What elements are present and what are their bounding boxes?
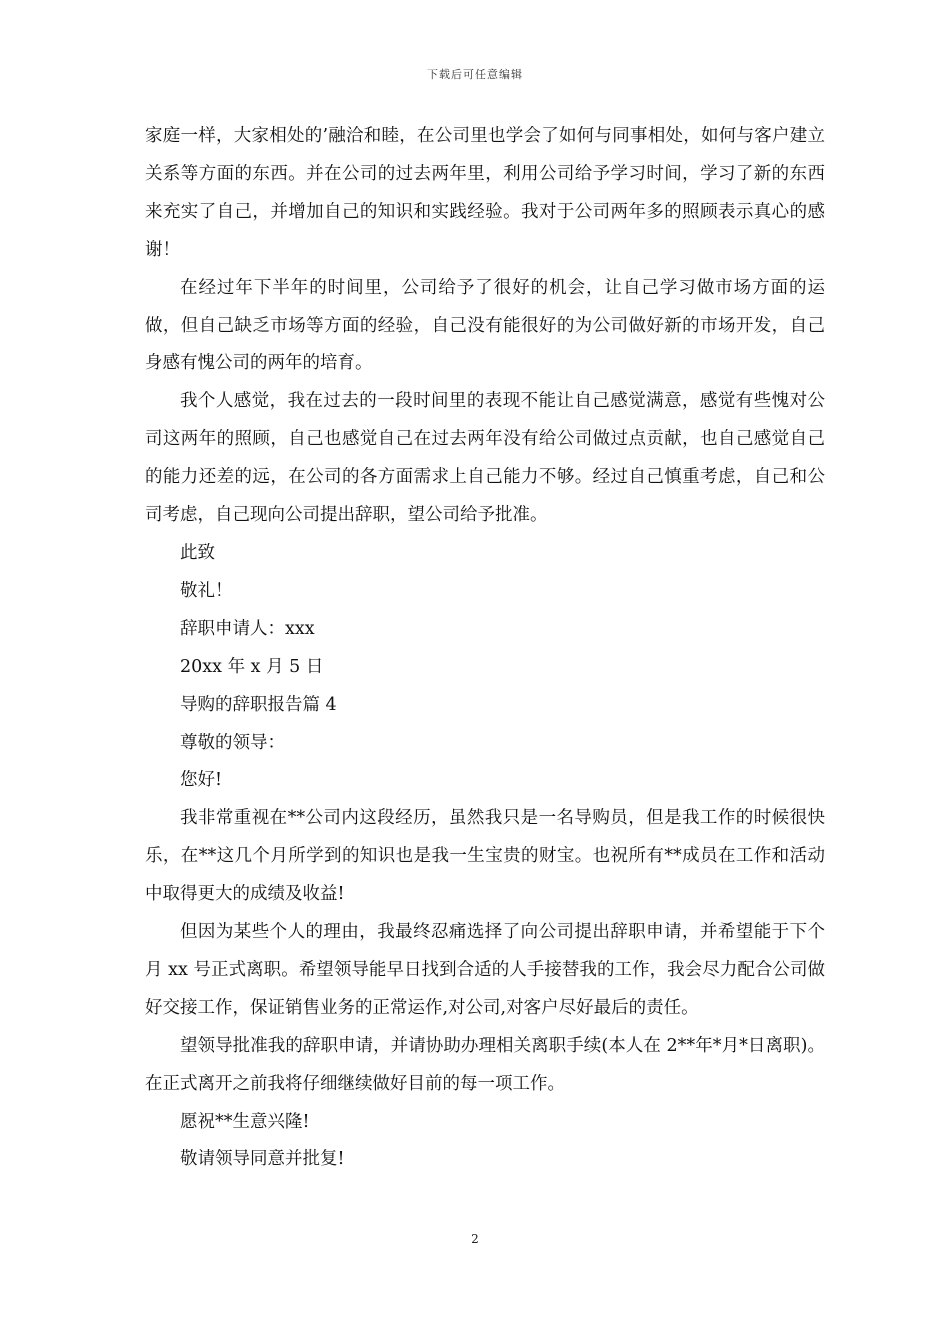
letter-date: 20xx 年 x 月 5 日 [180, 656, 324, 677]
paragraph: 我个人感觉，我在过去的一段时间里的表现不能让自己感觉满意，感觉有些愧对公司这两年的照顾，自己也感觉自己在过去两年没有给公司做过点贡献，也自己感觉自己的能力还差的远，在公司的各方面需求上自己能力不够。经过自己慎重考虑，自己和公司考虑，自己现向公司提出辞职，望公司给予批准。 [145, 391, 825, 526]
section-title: 导购的辞职报告篇 4 [180, 694, 337, 715]
salutation: 尊敬的领导： [180, 732, 285, 753]
paragraph: 在经过年下半年的时间里，公司给予了很好的机会，让自己学习做市场方面的运做，但自己缺乏市场等方面的经验，自己没有能很好的为公司做好新的市场开发，自己身感有愧公司的两年的培育。 [145, 277, 825, 374]
paragraph: 我非常重视在**公司内这段经历，虽然我只是一名导购员，但是我工作的时候很快乐，在**这几个月所学到的知识也是我一生宝贵的财宝。也祝所有**成员在工作和活动中取得更大的成绩及收益! [145, 808, 825, 905]
page-number: 2 [471, 1232, 479, 1246]
paragraph: 望领导批准我的辞职申请，并请协助办理相关离职手续(本人在 2**年*月*日离职)。在正式离开之前我将仔细继续做好目前的每一项工作。 [145, 1035, 825, 1094]
applicant-signature: 辞职申请人：xxx [180, 618, 315, 639]
closing-line: 此致 [180, 542, 215, 563]
closing-request: 敬请领导同意并批复! [180, 1149, 345, 1170]
closing-line: 敬礼！ [180, 580, 233, 601]
paragraph-continued: 家庭一样，大家相处的’融洽和睦，在公司里也学会了如何与同事相处，如何与客户建立关系等方面的东西。并在公司的过去两年里，利用公司给予学习时间，学习了新的东西来充实了自己，并增加自己的知识和实践经验。我对于公司两年多的照顾表示真心的感谢！ [145, 126, 825, 260]
greeting: 您好! [180, 770, 223, 791]
paragraph: 但因为某些个人的理由，我最终忍痛选择了向公司提出辞职申请，并希望能于下个月 xx 号正式离职。希望领导能早日找到合适的人手接替我的工作，我会尽力配合公司做好交接工作，保证销售业务的正常运作,对公司,对客户尽好最后的责任。 [145, 922, 825, 1018]
document-body [145, 118, 825, 1179]
page-header: 下载后可任意编辑 [427, 68, 523, 81]
closing-wish: 愿祝**生意兴隆! [180, 1111, 310, 1132]
